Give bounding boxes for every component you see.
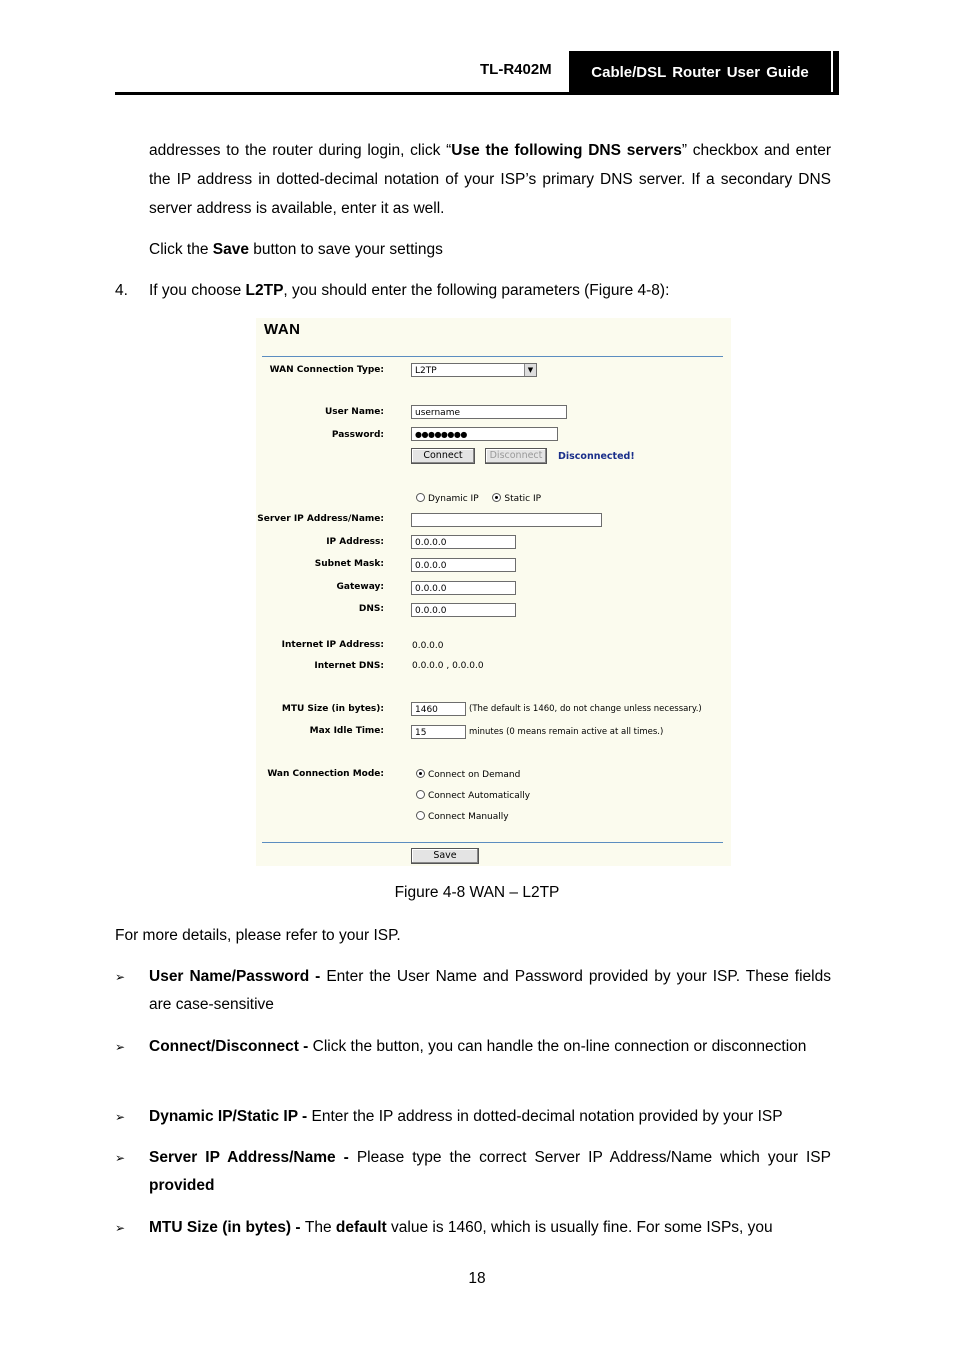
mode-manual-label: Connect Manually	[428, 812, 509, 822]
mode-auto-radio[interactable]	[416, 790, 425, 799]
bullet-connect-text: Click the button, you can handle the on-line connection or disconnection	[312, 1038, 807, 1055]
bullet-mtu-text: The	[304, 1219, 336, 1236]
mode-auto-option	[416, 790, 530, 801]
header-guide-title: Cable/DSL Router User Guide	[569, 51, 831, 93]
header-edge	[833, 51, 839, 93]
username-input[interactable]: username	[411, 405, 567, 419]
chevron-down-icon[interactable]: ▼	[524, 364, 536, 376]
idle-note: minutes (0 means remain active at all times.)	[469, 727, 664, 737]
bullet-mtu-bold: MTU Size (in bytes) -	[149, 1219, 305, 1236]
mode-demand-label: Connect on Demand	[428, 770, 521, 780]
mode-label: Wan Connection Mode:	[267, 769, 384, 779]
bullet-username-bold: User Name/Password -	[149, 968, 327, 985]
dynamic-ip-radio[interactable]	[416, 493, 425, 502]
mask-label: Subnet Mask:	[314, 559, 384, 569]
bullet-dynamic	[149, 1103, 831, 1131]
figure-caption: Figure 4-8 WAN – L2TP	[394, 884, 560, 901]
internet-dns-label: Internet DNS:	[314, 661, 384, 671]
internet-ip-value: 0.0.0.0	[412, 641, 444, 651]
bullet-arrow-icon: ➢	[115, 1221, 126, 1235]
header-model: TL-R402M	[480, 61, 552, 78]
bullet-dynamic-bold: Dynamic IP/Static IP -	[149, 1108, 312, 1125]
dns-input[interactable]: 0.0.0.0	[411, 603, 516, 617]
bullet-username	[149, 963, 831, 1019]
server-input[interactable]	[411, 513, 602, 527]
bullet-arrow-icon: ➢	[115, 1151, 126, 1165]
bullet-server	[149, 1144, 831, 1200]
mask-input[interactable]: 0.0.0.0	[411, 558, 516, 572]
figure-top-rule	[262, 356, 723, 357]
p2-bold: Save	[212, 241, 249, 258]
paragraph-dns	[149, 136, 831, 223]
password-input[interactable]: ●●●●●●●●	[411, 427, 558, 441]
bullet-server-bold2: provided	[149, 1177, 215, 1194]
save-button[interactable]: Save	[411, 848, 479, 864]
idle-input[interactable]: 15	[411, 725, 466, 739]
ip-mode-radios	[416, 493, 541, 504]
mtu-label: MTU Size (in bytes):	[281, 704, 384, 714]
bullet-connect	[149, 1033, 831, 1061]
wan-figure	[256, 318, 731, 866]
bullet-server-bold: Server IP Address/Name -	[149, 1149, 357, 1166]
disconnect-button[interactable]: Disconnect	[485, 448, 547, 464]
ip-label: IP Address:	[326, 537, 384, 547]
connection-status: Disconnected!	[558, 451, 635, 462]
wan-type-select[interactable]	[411, 363, 537, 377]
internet-ip-label: Internet IP Address:	[281, 640, 384, 650]
p2-text-a: Click the	[149, 241, 213, 258]
dynamic-ip-label: Dynamic IP	[428, 494, 479, 504]
static-ip-label: Static IP	[504, 494, 542, 504]
username-label: User Name:	[324, 407, 384, 417]
bullet-mtu	[149, 1214, 831, 1242]
bullet-mtu-text2: value is 1460, which is usually fine. For some ISPs, you	[386, 1219, 773, 1236]
idle-label: Max Idle Time:	[309, 726, 384, 736]
bullet-connect-bold: Connect/Disconnect -	[149, 1038, 313, 1055]
bullet-username-text: Enter the User Name and Password provided by your ISP. These fields are case-sensitive	[149, 968, 831, 1013]
bullet-mtu-bold2: default	[335, 1219, 387, 1236]
static-ip-radio[interactable]	[492, 493, 501, 502]
step-text-a: If you choose	[149, 282, 246, 299]
step-text-c: , you should enter the following parameters (Figure 4-8):	[283, 282, 670, 299]
mode-demand-radio[interactable]	[416, 769, 425, 778]
mtu-input[interactable]: 1460	[411, 702, 466, 716]
page-number: 18	[468, 1270, 486, 1287]
p1-text-a: addresses to the router during login, click “	[149, 142, 452, 159]
bullet-arrow-icon: ➢	[115, 1040, 126, 1054]
password-label: Password:	[331, 430, 384, 440]
mode-manual-radio[interactable]	[416, 811, 425, 820]
gateway-input[interactable]: 0.0.0.0	[411, 581, 516, 595]
ip-input[interactable]: 0.0.0.0	[411, 535, 516, 549]
figure-title: WAN	[264, 321, 301, 338]
gateway-label: Gateway:	[336, 582, 384, 592]
mode-manual-option	[416, 811, 509, 822]
bullet-dynamic-text: Enter the IP address in dotted-decimal notation provided by your ISP	[311, 1108, 783, 1125]
more-details: For more details, please refer to your ISP.	[115, 927, 401, 944]
wan-type-label: WAN Connection Type:	[269, 365, 384, 375]
bullet-server-text: Please type the correct Server IP Address/Name which your ISP	[356, 1149, 831, 1166]
header-rule	[115, 92, 839, 95]
mode-demand-option	[416, 769, 520, 780]
server-label: Server IP Address/Name:	[257, 514, 384, 524]
p1-bold: Use the following DNS servers	[451, 142, 682, 159]
bullet-arrow-icon: ➢	[115, 1110, 126, 1124]
step-bold: L2TP	[245, 282, 284, 299]
p1-text-c: ” checkbox and enter the IP address in dotted-decimal notation of your ISP’s primary DNS server. If a secondary DNS server address is available, enter it as well.	[149, 142, 831, 217]
step-text	[149, 276, 831, 305]
connect-button[interactable]: Connect	[411, 448, 475, 464]
dns-label: DNS:	[358, 604, 384, 614]
bullet-arrow-icon: ➢	[115, 970, 126, 984]
p2-text-c: button to save your settings	[248, 241, 443, 258]
step-number: 4.	[115, 282, 128, 299]
internet-dns-value: 0.0.0.0 , 0.0.0.0	[412, 661, 484, 671]
mode-auto-label: Connect Automatically	[428, 791, 531, 801]
paragraph-save	[149, 235, 831, 264]
mtu-note: (The default is 1460, do not change unless necessary.)	[469, 704, 702, 714]
figure-bottom-rule	[262, 842, 723, 843]
wan-type-value: L2TP	[415, 366, 437, 376]
